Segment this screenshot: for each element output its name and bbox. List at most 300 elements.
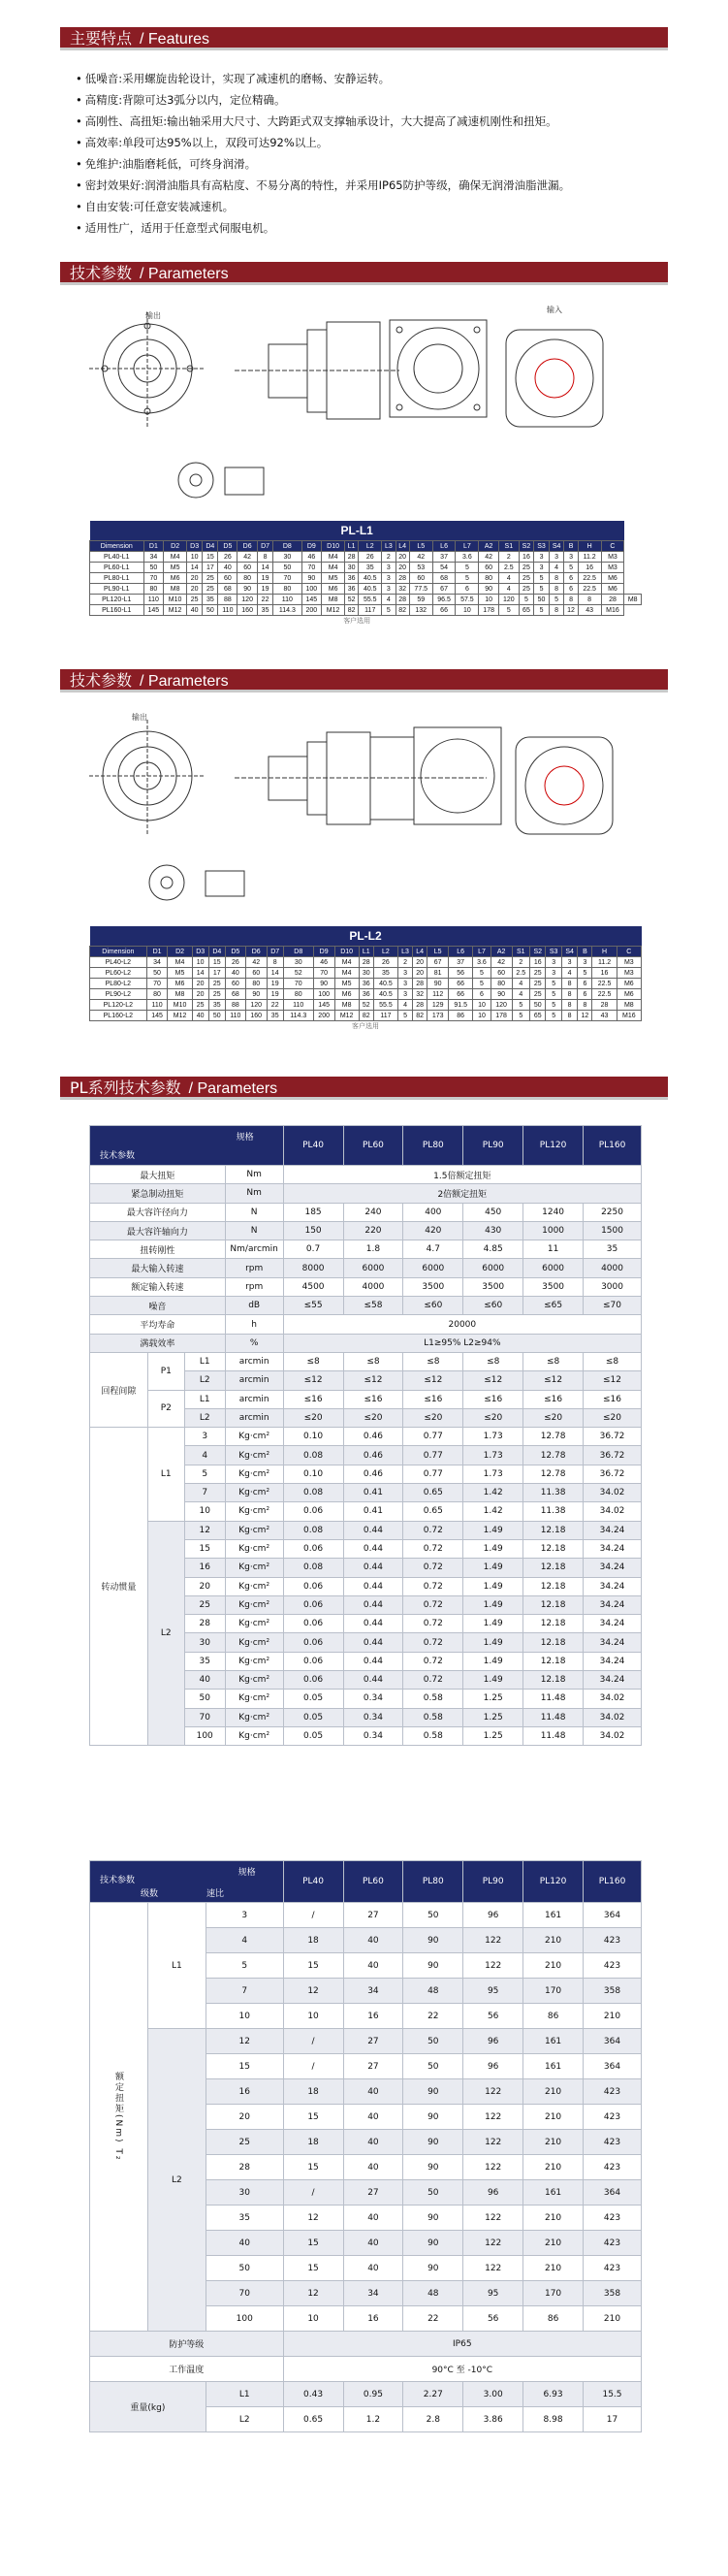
table-cell: M12 xyxy=(334,1011,359,1021)
table-cell: ≤20 xyxy=(523,1408,584,1427)
table-cell: M4 xyxy=(322,552,345,563)
spec-header-cell: L1 xyxy=(359,947,373,957)
table-cell: 52 xyxy=(345,595,359,605)
table-cell: 12 xyxy=(283,1979,343,2004)
protection-value: IP65 xyxy=(283,2332,641,2357)
spec-header-cell: S1 xyxy=(512,947,529,957)
table-cell: 122 xyxy=(463,2231,523,2256)
feature-item: • 密封效果好:润滑油脂具有高粘度、不易分离的特性，并采用IP65防护等级，确保无润滑油脂泄漏。 xyxy=(76,175,657,196)
table-cell: 22 xyxy=(267,1000,283,1011)
table-cell: 36 xyxy=(345,584,359,595)
table-cell: 185 xyxy=(283,1203,343,1221)
unit-cell: Kg·cm² xyxy=(225,1595,283,1614)
table-cell: 12.18 xyxy=(523,1521,584,1539)
table-cell: 423 xyxy=(584,2206,642,2231)
stage-cell: L1 xyxy=(147,1428,184,1521)
table-cell: 3.6 xyxy=(456,552,479,563)
table-cell: 10 xyxy=(283,2306,343,2332)
ratio-cell: 25 xyxy=(206,2130,283,2155)
table-cell: 28 xyxy=(413,979,427,989)
spec-header-cell: S3 xyxy=(534,541,550,552)
table-cell: 59 xyxy=(409,595,432,605)
table-cell: 200 xyxy=(313,1011,334,1021)
table-cell: 12.18 xyxy=(523,1595,584,1614)
table-cell: M5 xyxy=(334,979,359,989)
unit-cell: Kg·cm² xyxy=(225,1615,283,1633)
table-cell: ≤20 xyxy=(283,1408,343,1427)
table-cell: 3.86 xyxy=(463,2407,523,2432)
spec-header-cell: D2 xyxy=(164,541,187,552)
ratio-cell: 100 xyxy=(184,1726,225,1745)
table-cell: 32 xyxy=(396,584,409,595)
table-cell: 0.05 xyxy=(283,1708,343,1726)
table-cell: 4 xyxy=(512,989,529,1000)
table-cell: ≤8 xyxy=(403,1352,463,1370)
unit-cell: Kg·cm² xyxy=(225,1521,283,1539)
table-cell: 4 xyxy=(498,573,519,584)
table-cell: 34.02 xyxy=(584,1484,642,1502)
param-unit: h xyxy=(225,1315,283,1334)
table-cell: 0.08 xyxy=(283,1559,343,1577)
ratio-cell: 30 xyxy=(206,2180,283,2206)
corner-top-label: 规格 xyxy=(237,1868,256,1878)
table-cell: PL90-L2 xyxy=(90,989,147,1000)
table-cell: 70 xyxy=(143,573,164,584)
table-cell: 36 xyxy=(345,573,359,584)
table-cell: 40 xyxy=(343,2105,403,2130)
table-cell: 88 xyxy=(218,595,237,605)
ratio-header: 速比 xyxy=(206,1889,225,1899)
table-cell: 2 xyxy=(498,552,519,563)
feature-item: • 低噪音:采用螺旋齿轮设计，实现了减速机的磨畅、安静运转。 xyxy=(76,68,657,89)
table-cell: 28 xyxy=(413,1000,427,1011)
table-cell: 50 xyxy=(203,605,218,616)
table-cell: ≤58 xyxy=(343,1297,403,1315)
ratio-cell: 3 xyxy=(184,1428,225,1446)
params3-title-en: / Parameters xyxy=(188,1080,278,1097)
table-cell: 36.72 xyxy=(584,1465,642,1483)
table-cell: 0.95 xyxy=(343,2382,403,2407)
table-cell: 4 xyxy=(382,595,396,605)
precision-grade: P1 xyxy=(147,1352,184,1390)
spec-header-cell: D3 xyxy=(187,541,203,552)
spec-header-cell: A2 xyxy=(479,541,499,552)
table-cell: 0.44 xyxy=(343,1615,403,1633)
table-cell: ≤20 xyxy=(403,1408,463,1427)
table-cell: 25 xyxy=(530,968,546,979)
table-cell: 90 xyxy=(403,1928,463,1953)
table-cell: 25 xyxy=(208,979,225,989)
table-cell: 0.72 xyxy=(403,1521,463,1539)
spec-header-cell: L2 xyxy=(359,541,382,552)
table-cell: ≤60 xyxy=(463,1297,523,1315)
table-cell: 70 xyxy=(283,979,313,989)
table-cell: 0.46 xyxy=(343,1428,403,1446)
table-cell: 0.77 xyxy=(403,1465,463,1483)
table-cell: 3500 xyxy=(403,1277,463,1296)
table-cell: 145 xyxy=(301,595,322,605)
table-row xyxy=(90,605,642,616)
table-cell: 40.5 xyxy=(373,989,397,1000)
param-unit: dB xyxy=(225,1297,283,1315)
table-cell: 57.5 xyxy=(456,595,479,605)
table-cell: 3 xyxy=(398,989,413,1000)
table-cell: 122 xyxy=(463,1953,523,1979)
spec-header-cell: S3 xyxy=(546,947,561,957)
table-cell: 0.72 xyxy=(403,1539,463,1558)
spec-header-cell: D8 xyxy=(283,947,313,957)
table-row xyxy=(90,957,642,968)
table-cell: ≤12 xyxy=(523,1371,584,1390)
spec-table-title: PL-L2 xyxy=(90,926,642,947)
ratio-cell: 12 xyxy=(184,1521,225,1539)
table-cell: 65 xyxy=(530,1011,546,1021)
table-cell: 3 xyxy=(564,552,578,563)
table-cell: 8000 xyxy=(283,1259,343,1277)
table-cell: 40 xyxy=(218,563,237,573)
table-cell: 3 xyxy=(382,573,396,584)
table-cell: 1.73 xyxy=(463,1428,523,1446)
table-cell: 0.10 xyxy=(283,1428,343,1446)
table-cell: 11.38 xyxy=(523,1502,584,1521)
table-cell: 12.78 xyxy=(523,1428,584,1446)
table-cell: 0.65 xyxy=(283,2407,343,2432)
table-cell: 0.72 xyxy=(403,1595,463,1614)
table-cell: 42 xyxy=(237,552,258,563)
param-label: 最大容许轴向力 xyxy=(90,1221,226,1240)
table-cell: 0.44 xyxy=(343,1521,403,1539)
stage-cell: L2 xyxy=(184,1371,225,1390)
table-cell: 0.43 xyxy=(283,2382,343,2407)
spec-table-header-row xyxy=(90,541,642,552)
spec-header-cell: L1 xyxy=(345,541,359,552)
table-cell: 2 xyxy=(512,957,529,968)
table-cell: 15 xyxy=(208,957,225,968)
table-cell: 28 xyxy=(396,573,409,584)
table-cell: 210 xyxy=(523,2130,584,2155)
table-cell: 12.78 xyxy=(523,1465,584,1483)
table-cell: 100 xyxy=(313,989,334,1000)
table-cell: 66 xyxy=(432,605,456,616)
table-cell: 117 xyxy=(359,605,382,616)
table-cell: 110 xyxy=(146,1000,168,1011)
table-cell: 35 xyxy=(359,563,382,573)
table-cell: 90 xyxy=(403,2079,463,2105)
table-cell: 0.72 xyxy=(403,1577,463,1595)
table-cell: 5 xyxy=(546,989,561,1000)
table-cell: 36.72 xyxy=(584,1428,642,1446)
table-cell: ≤16 xyxy=(343,1390,403,1408)
stage-cell: L1 xyxy=(184,1352,225,1370)
table-cell: 90 xyxy=(479,584,499,595)
ratio-cell: 7 xyxy=(184,1484,225,1502)
table-cell: M12 xyxy=(164,605,187,616)
table-row xyxy=(90,1203,642,1221)
features-header xyxy=(60,27,668,50)
spec-header-cell: D7 xyxy=(267,947,283,957)
table-cell: 1.49 xyxy=(463,1671,523,1690)
param-label: 最大扭矩 xyxy=(90,1166,226,1184)
table-cell: 34.24 xyxy=(584,1615,642,1633)
table-cell: 17 xyxy=(584,2407,642,2432)
params1-title-cn: 技术参数 xyxy=(70,264,133,282)
table-cell: M8 xyxy=(164,584,187,595)
table-cell: 90 xyxy=(491,989,512,1000)
table-cell: 82 xyxy=(359,1011,373,1021)
table-cell: 0.44 xyxy=(343,1595,403,1614)
table-cell: 210 xyxy=(523,1953,584,1979)
table-cell: 70 xyxy=(146,979,168,989)
table-row xyxy=(90,1352,642,1370)
table-cell: 0.77 xyxy=(403,1428,463,1446)
spec-header-cell: D10 xyxy=(334,947,359,957)
table-cell: ≤55 xyxy=(283,1297,343,1315)
table-cell: 11 xyxy=(523,1240,584,1259)
model-header: PL40 xyxy=(283,1861,343,1903)
table-cell: 117 xyxy=(373,1011,397,1021)
ratio-cell: 100 xyxy=(206,2306,283,2332)
table-cell: 5 xyxy=(534,605,550,616)
table-cell: 210 xyxy=(523,2256,584,2281)
table-cell: 80 xyxy=(146,989,168,1000)
table-cell: 25 xyxy=(530,989,546,1000)
table-cell: M3 xyxy=(617,968,641,979)
table-cell: 10 xyxy=(479,595,499,605)
table-cell: 40 xyxy=(343,2130,403,2155)
stage-cell: L2 xyxy=(184,1408,225,1427)
table-cell: 26 xyxy=(373,957,397,968)
params2-header xyxy=(60,669,668,692)
table-cell: 17 xyxy=(208,968,225,979)
table-row xyxy=(90,1297,642,1315)
table-cell: 43 xyxy=(592,1011,617,1021)
table-cell: M6 xyxy=(601,573,624,584)
ratio-cell: 5 xyxy=(206,1953,283,1979)
table-cell: 3500 xyxy=(523,1277,584,1296)
table-cell: 0.06 xyxy=(283,1502,343,1521)
table-cell: 8 xyxy=(549,605,564,616)
spec-header-cell: D5 xyxy=(225,947,245,957)
table-cell: ≤12 xyxy=(343,1371,403,1390)
table-cell: M6 xyxy=(334,989,359,1000)
table-cell: 35 xyxy=(203,595,218,605)
table-cell: 30 xyxy=(273,552,301,563)
param-label: 额定输入转速 xyxy=(90,1277,226,1296)
table-cell: 40 xyxy=(343,2231,403,2256)
table-cell: 80 xyxy=(273,584,301,595)
table-row xyxy=(90,1240,642,1259)
table-cell: 80 xyxy=(143,584,164,595)
table-cell: 77.5 xyxy=(409,584,432,595)
table-cell: 0.72 xyxy=(403,1633,463,1652)
table-cell: M8 xyxy=(617,1000,641,1011)
table-cell: 5 xyxy=(398,1011,413,1021)
table-cell: 5 xyxy=(512,1000,529,1011)
features-title-en: / Features xyxy=(140,31,210,48)
backlash-label: 回程间隙 xyxy=(90,1352,148,1427)
weight-label: 重量(kg) xyxy=(90,2382,206,2432)
precision-grade: P2 xyxy=(147,1390,184,1428)
table-cell: 6 xyxy=(564,573,578,584)
table-cell: 178 xyxy=(491,1011,512,1021)
table-cell: 3 xyxy=(534,563,550,573)
table-cell: 11.48 xyxy=(523,1708,584,1726)
ratio-cell: 4 xyxy=(206,1928,283,1953)
table-cell: 90 xyxy=(403,2256,463,2281)
table-cell: 14 xyxy=(257,563,272,573)
feature-item: • 免维护:油脂磨耗低，可终身润滑。 xyxy=(76,153,657,175)
table-cell: 19 xyxy=(267,989,283,1000)
table-cell: 110 xyxy=(225,1011,245,1021)
table-cell: 2倍额定扭矩 xyxy=(283,1184,641,1203)
table-cell: 0.72 xyxy=(403,1652,463,1670)
table-cell: 68 xyxy=(218,584,237,595)
table-cell: M4 xyxy=(164,552,187,563)
table-cell: 120 xyxy=(245,1000,267,1011)
table-row xyxy=(90,563,642,573)
spec-header-cell: D1 xyxy=(143,541,164,552)
table-cell: M6 xyxy=(322,584,345,595)
table-cell: 86 xyxy=(523,2004,584,2029)
protection-label: 防护等级 xyxy=(90,2332,284,2357)
table-cell: 2.27 xyxy=(403,2382,463,2407)
table-cell: 1.73 xyxy=(463,1465,523,1483)
table-cell: 12 xyxy=(283,2206,343,2231)
spec-header-cell: L4 xyxy=(413,947,427,957)
ratio-cell: 3 xyxy=(206,1903,283,1928)
table-cell: 35 xyxy=(257,605,272,616)
table-cell: 0.46 xyxy=(343,1446,403,1465)
table-cell: M5 xyxy=(322,573,345,584)
label-input: 输入 xyxy=(547,306,562,314)
table-cell: 0.06 xyxy=(283,1595,343,1614)
table-cell: 82 xyxy=(396,605,409,616)
param-unit: N xyxy=(225,1221,283,1240)
table-cell: 3 xyxy=(382,584,396,595)
table-cell: 450 xyxy=(463,1203,523,1221)
corner-bottom-label: 技术参数 xyxy=(100,1876,136,1885)
table-cell: 4500 xyxy=(283,1277,343,1296)
table-cell: 0.41 xyxy=(343,1484,403,1502)
spec-header-cell: L5 xyxy=(409,541,432,552)
spec-table-l1 xyxy=(89,521,642,626)
model-header: PL90 xyxy=(463,1126,523,1166)
model-header: PL40 xyxy=(283,1126,343,1166)
stage-cell: L2 xyxy=(206,2407,283,2432)
table-cell: 19 xyxy=(257,573,272,584)
table-cell: 0.08 xyxy=(283,1446,343,1465)
table-cell: 3 xyxy=(561,957,577,968)
table-cell: 10 xyxy=(473,1011,491,1021)
table-cell: 10 xyxy=(473,1000,491,1011)
table-cell: 12 xyxy=(578,1011,592,1021)
param-label: 最大容许径向力 xyxy=(90,1203,226,1221)
table-cell: 36.72 xyxy=(584,1446,642,1465)
table-cell: 26 xyxy=(225,957,245,968)
table-cell: 145 xyxy=(146,1011,168,1021)
table-cell: 25 xyxy=(519,573,534,584)
table-cell: 34.24 xyxy=(584,1559,642,1577)
table-cell: 90 xyxy=(403,2231,463,2256)
table-cell: 1240 xyxy=(523,1203,584,1221)
table-row xyxy=(90,989,642,1000)
table-cell: 0.72 xyxy=(403,1671,463,1690)
table-cell: 50 xyxy=(273,563,301,573)
torque-table-body xyxy=(90,1903,642,2432)
table-cell: 1.49 xyxy=(463,1539,523,1558)
table-cell: 66 xyxy=(449,989,473,1000)
table-cell: 161 xyxy=(523,2054,584,2079)
param-label: 满载效率 xyxy=(90,1334,226,1352)
table-cell: M10 xyxy=(164,595,187,605)
table-cell: 60 xyxy=(245,968,267,979)
table-cell: 15 xyxy=(283,2155,343,2180)
table-cell: 3 xyxy=(546,968,561,979)
spec-header-cell: D9 xyxy=(313,947,334,957)
ratio-cell: 70 xyxy=(206,2281,283,2306)
table-cell: 60 xyxy=(218,573,237,584)
table-cell: ≤16 xyxy=(283,1390,343,1408)
table-cell: 8 xyxy=(578,1000,592,1011)
param-unit: rpm xyxy=(225,1277,283,1296)
table-cell: 210 xyxy=(584,2306,642,2332)
table-cell: 160 xyxy=(245,1011,267,1021)
table-row xyxy=(90,1221,642,1240)
spec-header-cell: L4 xyxy=(396,541,409,552)
table-cell: 3500 xyxy=(463,1277,523,1296)
spec-header-cell: A2 xyxy=(491,947,512,957)
table-cell: 12.18 xyxy=(523,1615,584,1633)
model-header: PL60 xyxy=(343,1861,403,1903)
table-cell: 0.65 xyxy=(403,1484,463,1502)
table-cell: 122 xyxy=(463,1928,523,1953)
table-cell: 0.44 xyxy=(343,1633,403,1652)
table-cell: PL120-L2 xyxy=(90,1000,147,1011)
table-cell: 0.58 xyxy=(403,1708,463,1726)
unit-cell: Kg·cm² xyxy=(225,1559,283,1577)
unit-cell: arcmin xyxy=(225,1371,283,1390)
table-cell: 20 xyxy=(187,573,203,584)
table-cell: 423 xyxy=(584,1953,642,1979)
table-cell: 3 xyxy=(578,957,592,968)
table-cell: 32 xyxy=(413,989,427,1000)
table-cell: 10 xyxy=(187,552,203,563)
table-cell: 110 xyxy=(273,595,301,605)
table-cell: 20 xyxy=(413,968,427,979)
table-cell: 96 xyxy=(463,2054,523,2079)
param-label: 噪音 xyxy=(90,1297,226,1315)
stage-cell: L1 xyxy=(147,1903,206,2029)
table-cell: 14 xyxy=(267,968,283,979)
table-cell: 145 xyxy=(143,605,164,616)
table-row xyxy=(90,1334,642,1352)
table-cell: 42 xyxy=(479,552,499,563)
table-cell: 22.5 xyxy=(592,989,617,1000)
table-cell: 27 xyxy=(343,2180,403,2206)
table-row xyxy=(90,1390,642,1408)
table-cell: M6 xyxy=(164,573,187,584)
table-cell: 34.24 xyxy=(584,1652,642,1670)
table-cell: 4000 xyxy=(343,1277,403,1296)
spec-header-cell: S4 xyxy=(561,947,577,957)
table-cell: 8 xyxy=(564,595,578,605)
table-cell: 364 xyxy=(584,2054,642,2079)
table-cell: 66 xyxy=(449,979,473,989)
table-cell: 19 xyxy=(257,584,272,595)
table-cell: 60 xyxy=(237,563,258,573)
table-row xyxy=(90,573,642,584)
table-cell: 28 xyxy=(601,595,624,605)
